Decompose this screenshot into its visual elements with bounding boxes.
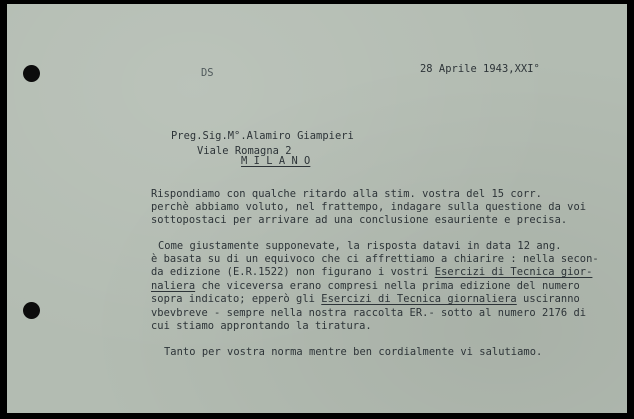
recipient-street: Viale Romagna 2 (197, 145, 292, 157)
recipient-city: M I L A N O (241, 155, 311, 167)
paragraph2-text: che viceversa erano compresi nella prima edizione del numero (195, 280, 580, 292)
paragraph2-line: è basata su di un equivoco che ci affrettiamo a chiarire : nella secon- (151, 253, 599, 265)
punch-hole-top (23, 65, 40, 82)
recipient-name: Preg.Sig.M°.Alamiro Giampieri (171, 130, 354, 142)
punch-hole-bottom (23, 302, 40, 319)
paragraph2-line: vbevbreve - sempre nella nostra raccolta ER.- sotto al numero 2176 di (151, 307, 587, 319)
paragraph1-line: sottopostaci per arrivare ad una conclusione esauriente e precisa. (151, 214, 568, 226)
paragraph2-text: sopra indicato; epperò gli (151, 293, 322, 305)
paragraph1-line: perchè abbiamo voluto, nel frattempo, indagare sulla questione da voi (151, 201, 587, 213)
work-title-underlined: Esercizi di Tecnica gior- (434, 266, 593, 278)
reference-initials: DS (201, 67, 214, 79)
paragraph2-line (151, 267, 592, 277)
paragraph2-text: usciranno (516, 293, 580, 305)
paragraph2-text: da edizione (E.R.1522) non figurano i vostri (151, 266, 435, 278)
closing-line: Tanto per vostra norma mentre ben cordialmente vi salutiamo. (164, 346, 543, 358)
work-title-underlined: naliera (151, 280, 196, 292)
paragraph2-line (151, 281, 580, 291)
paragraph2-line (151, 294, 580, 304)
letter-date: 28 Aprile 1943,XXI° (420, 63, 540, 75)
paragraph2-line: Come giustamente supponevate, la risposta datavi in data 12 ang. (158, 240, 562, 252)
paragraph1-line: Rispondiamo con qualche ritardo alla stim. vostra del 15 corr. (151, 188, 542, 200)
paragraph2-line: cui stiamo approntando la tiratura. (151, 320, 372, 332)
work-title-underlined: Esercizi di Tecnica giornaliera (321, 293, 517, 305)
letter-sheet (7, 4, 627, 413)
